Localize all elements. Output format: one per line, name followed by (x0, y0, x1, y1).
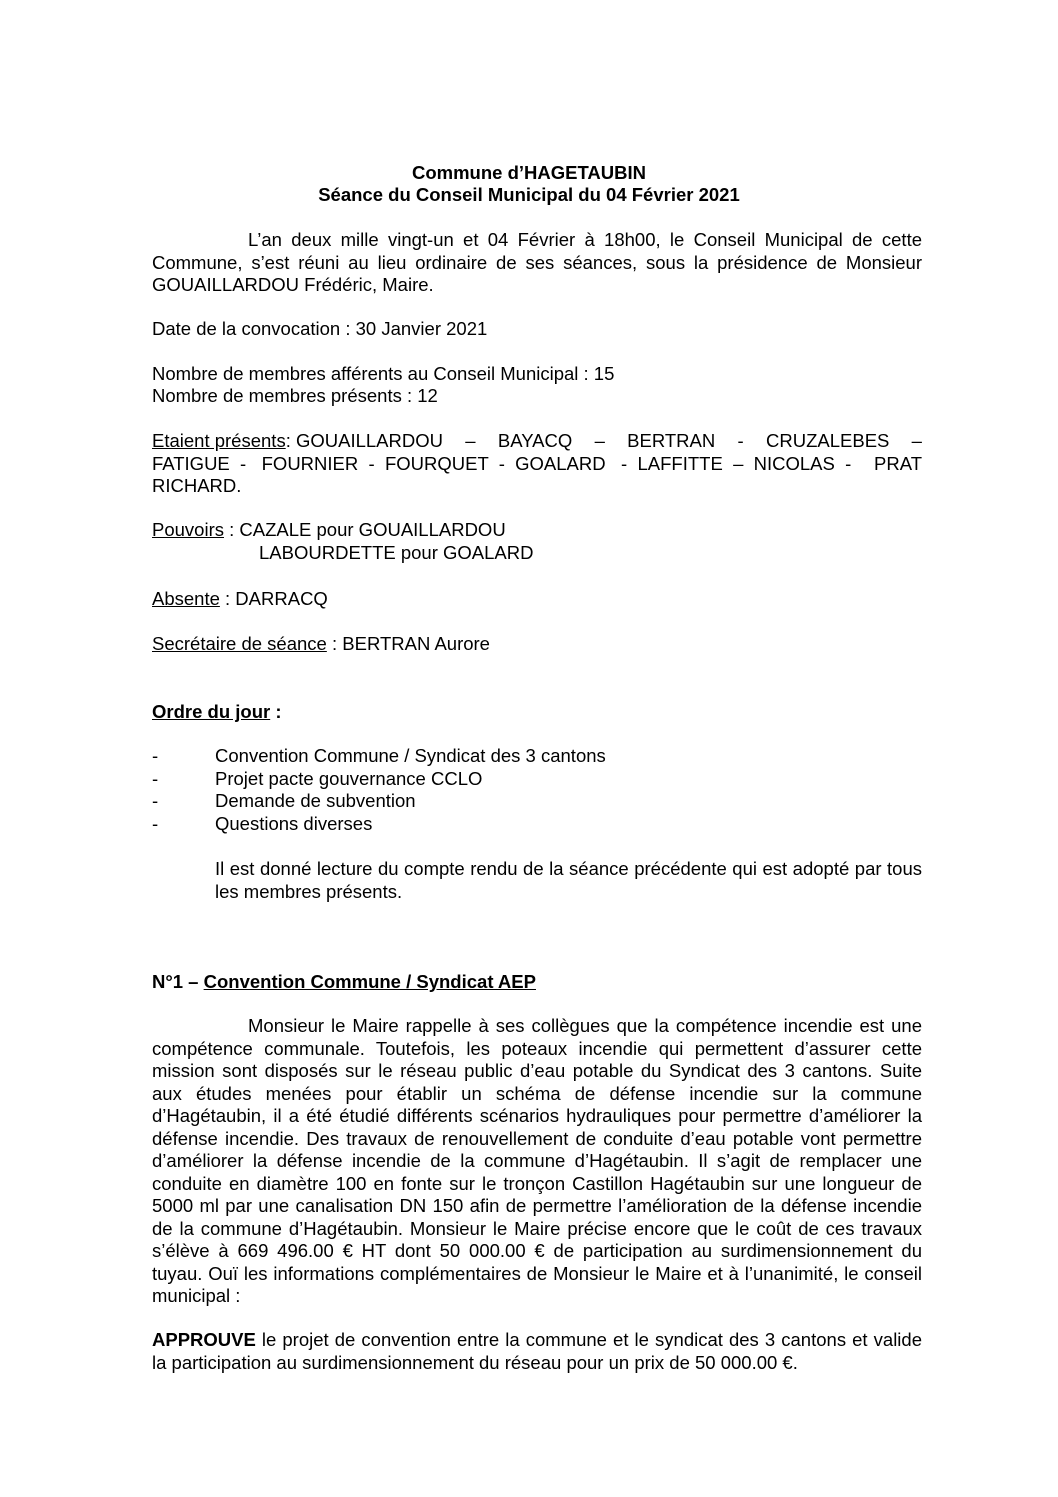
presents-names: FATIGUE - FOURNIER - FOURQUET - GOALARD - LAFFITTE – NICOLAS - (152, 452, 852, 474)
convocation-date: Date de la convocation : 30 Janvier 2021 (152, 318, 488, 339)
agenda-item-label: Projet pacte gouvernance CCLO (215, 767, 483, 789)
agenda-dash: - (152, 745, 159, 766)
presents-sep: – (594, 430, 605, 451)
agenda-item (152, 768, 922, 791)
absente-value: : DARRACQ (219, 588, 328, 609)
presents-sep: - (737, 430, 744, 451)
ordre-heading (152, 701, 922, 724)
presents-name: BAYACQ (497, 430, 573, 451)
absente-line (152, 588, 922, 611)
presents-name: CRUZALEBES (766, 430, 890, 451)
secretaire-line (152, 633, 922, 656)
agenda-item-label: Convention Commune / Syndicat des 3 cantons (215, 745, 606, 766)
presents-line-2 (152, 453, 922, 476)
absente-label: Absente (152, 588, 220, 609)
presents-sep: – (911, 430, 922, 451)
presents-name: BERTRAN (627, 430, 716, 451)
secretaire-label: Secrétaire de séance (152, 633, 327, 654)
intro-paragraph: L’an deux mille vingt-un et 04 Février à 18h00, le Conseil Municipal de cette Commune, s’est réuni au lieu ordinaire de ses séances, sous la présidence de Monsieur GOUAILLARDOU Frédéric, Maire. (152, 229, 922, 295)
point1-title: Convention Commune / Syndicat AEP (203, 971, 536, 992)
agenda-item-label: Demande de subvention (215, 790, 416, 811)
agenda-item (152, 790, 922, 813)
pouvoirs-label: Pouvoirs (152, 519, 224, 540)
ordre-label: Ordre du jour (152, 701, 271, 722)
seance-title: Séance du Conseil Municipal du 04 Février 2021 (318, 184, 740, 205)
agenda-dash: - (152, 812, 159, 834)
membres-afferents: Nombre de membres afférents au Conseil Municipal : 15 (152, 363, 615, 384)
presents-label: Etaient présents (152, 430, 286, 451)
agenda-item-label: Questions diverses (215, 812, 373, 834)
agenda-item (152, 745, 922, 768)
agenda-item (152, 813, 922, 836)
presents-line-3: RICHARD. (152, 475, 242, 496)
agenda-dash: - (152, 767, 159, 789)
lecture-paragraph: Il est donné lecture du compte rendu de la séance précédente qui est adopté par tous les membres présents. (215, 858, 922, 902)
presents-name: : GOUAILLARDOU (285, 430, 443, 451)
presents-line-1 (152, 430, 922, 453)
pouvoir-2: LABOURDETTE pour GOALARD (259, 541, 534, 563)
point1-heading (152, 971, 922, 994)
point1-decision (152, 1329, 922, 1374)
agenda-list (152, 745, 922, 835)
membres-presents: Nombre de membres présents : 12 (152, 385, 438, 406)
decision-text: le projet de convention entre la commune et le syndicat des 3 cantons et valide la participation au surdimensionnement du réseau pour un prix de 50 000.00 €. (152, 1329, 922, 1373)
presents-sep: – (465, 430, 476, 451)
pouvoirs-section (152, 519, 922, 564)
ordre-suffix: : (270, 701, 282, 722)
point1-num: N°1 – (152, 971, 204, 992)
presents-section (152, 430, 922, 498)
pouvoir-1: : CAZALE pour GOUAILLARDOU (223, 519, 506, 540)
agenda-dash: - (152, 790, 159, 811)
secretaire-value: : BERTRAN Aurore (326, 633, 490, 654)
decision-verb: APPROUVE (152, 1329, 256, 1350)
presents-name: PRAT (874, 452, 922, 474)
commune-title: Commune d’HAGETAUBIN (412, 162, 646, 183)
point1-body: Monsieur le Maire rappelle à ses collègues que la compétence incendie est une compétence communale. Toutefois, les poteaux incendie qui permettent d’assurer cette mission sont disposés sur le réseau public d’eau potable du Syndicat des 3 cantons. Suite aux études menées pour établir un schéma de défense incendie sur la commune d’Hagétaubin, il a été étudié différents scénarios hydrauliques pour permettre d’améliorer la défense incendie. Des travaux de renouvellement de conduite d’eau potable vont permettre d’améliorer la défense incendie de la commune d’Hagétaubin. Il s’agit de remplacer une conduite en diamètre 100 en fonte sur le tronçon Castillon Hagétaubin sur une longueur de 5000 ml par une canalisation DN 150 afin de permettre l’amélioration de la défense incendie de la commune d’Hagétaubin. Monsieur le Maire précise encore que le coût de ces travaux s’élève à 669 496.00 € HT dont 50 000.00 € de participation au surdimensionnement du tuyau. Ouï les informations complémentaires de Monsieur le Maire et à l’unanimité, le conseil municipal : (152, 1015, 922, 1306)
